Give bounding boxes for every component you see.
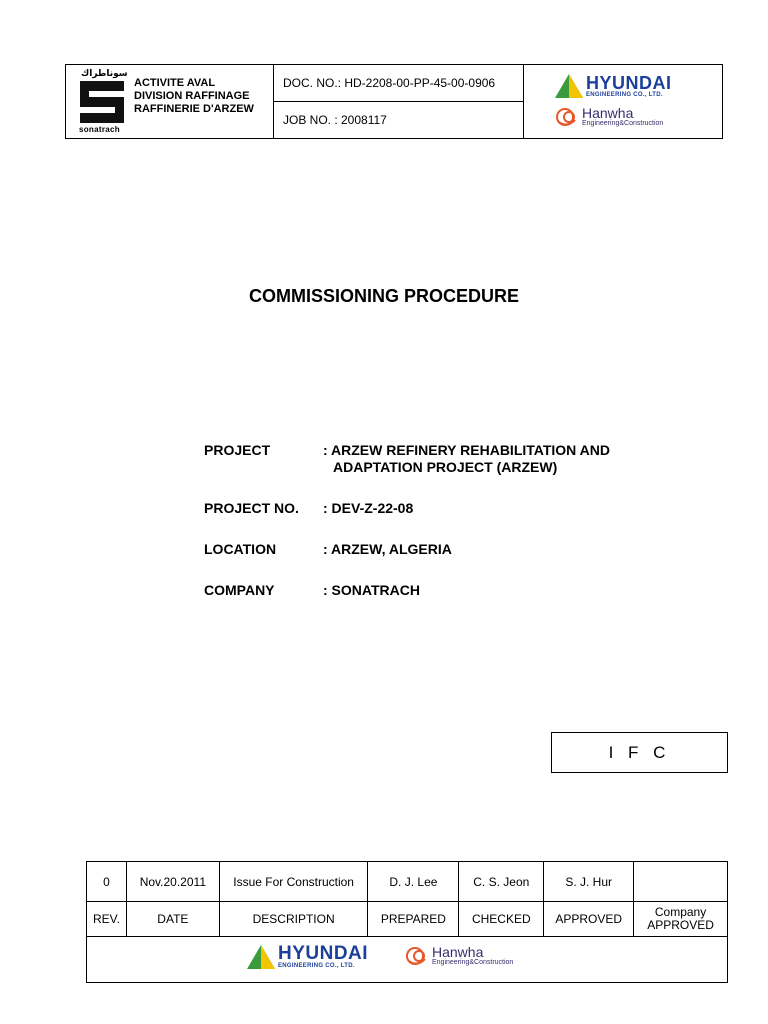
- prepared-header: PREPARED: [368, 902, 459, 937]
- hyundai-name: HYUNDAI: [586, 73, 672, 93]
- date-header: DATE: [126, 902, 219, 937]
- description-cell: Issue For Construction: [219, 862, 368, 902]
- document-number-cell: [274, 65, 524, 138]
- hanwha-logo: [555, 106, 663, 128]
- company-cell: [66, 65, 274, 138]
- company-line-1: ACTIVITE AVAL: [134, 77, 216, 89]
- footer-hyundai-logo: [247, 945, 368, 970]
- project-no-value: : DEV-Z-22-08: [323, 500, 414, 516]
- company-approved-cell: [634, 862, 728, 902]
- project-label: PROJECT: [204, 442, 271, 458]
- sonatrach-wordmark: sonatrach: [79, 125, 120, 134]
- hanwha-swirl-icon: [555, 106, 579, 128]
- hanwha-name: Hanwha: [582, 105, 634, 121]
- company-division-text: [134, 77, 254, 116]
- approved-header: APPROVED: [544, 902, 634, 937]
- revision-header-row: [87, 902, 728, 937]
- revision-row: [87, 862, 728, 902]
- hyundai-logo: [555, 74, 672, 99]
- company-line-2: DIVISION RAFFINAGE: [134, 90, 250, 102]
- checked-header: CHECKED: [459, 902, 544, 937]
- footer-hanwha-swirl-icon: [405, 945, 429, 967]
- approved-cell: S. J. Hur: [544, 862, 634, 902]
- project-value: [323, 442, 683, 476]
- company-label: COMPANY: [204, 582, 275, 598]
- project-no-label: PROJECT NO.: [204, 500, 299, 516]
- company-approved-line-1: Company: [654, 905, 707, 919]
- company-approved-header: [634, 902, 728, 937]
- document-title: COMMISSIONING PROCEDURE: [248, 286, 520, 306]
- company-value: : SONATRACH: [323, 582, 420, 598]
- footer-logo-row: [87, 937, 728, 983]
- rev-cell: 0: [87, 862, 127, 902]
- rev-header: REV.: [87, 902, 127, 937]
- location-label: LOCATION: [204, 541, 277, 557]
- doc-no: DOC. NO.: HD-2208-00-PP-45-00-0906: [283, 76, 496, 90]
- location-value: : ARZEW, ALGERIA: [323, 541, 452, 557]
- sonatrach-mark-icon: [80, 81, 124, 123]
- project-value-line-1: : ARZEW REFINERY REHABILITATION AND: [323, 442, 610, 458]
- footer-hanwha-name: Hanwha: [432, 944, 484, 960]
- company-approved-line-2: APPROVED: [647, 918, 714, 932]
- footer-hanwha-subtitle: Engineering&Construction: [432, 959, 514, 966]
- hanwha-subtitle: Engineering&Construction: [582, 120, 664, 127]
- hyundai-triangle-icon: [555, 74, 583, 98]
- footer-logo-cell: [87, 937, 728, 983]
- sonatrach-logo: [77, 69, 129, 135]
- description-header: DESCRIPTION: [219, 902, 368, 937]
- prepared-cell: D. J. Lee: [368, 862, 459, 902]
- sonatrach-arabic-text: سوناطراك: [81, 69, 128, 79]
- contractor-logos: [524, 65, 722, 138]
- revision-table: [86, 861, 728, 983]
- document-header: [65, 64, 723, 139]
- project-value-line-2: ADAPTATION PROJECT (ARZEW): [333, 459, 558, 475]
- footer-hyundai-subtitle: ENGINEERING CO., LTD.: [278, 963, 355, 969]
- hyundai-subtitle: ENGINEERING CO., LTD.: [586, 92, 663, 98]
- date-cell: Nov.20.2011: [126, 862, 219, 902]
- company-line-3: RAFFINERIE D'ARZEW: [134, 103, 254, 115]
- job-no: JOB NO. : 2008117: [274, 101, 523, 138]
- checked-cell: C. S. Jeon: [459, 862, 544, 902]
- footer-hyundai-name: HYUNDAI: [278, 943, 369, 964]
- footer-hanwha-logo: [405, 945, 513, 967]
- status-box: I F C: [551, 732, 728, 773]
- footer-hyundai-triangle-icon: [247, 945, 275, 969]
